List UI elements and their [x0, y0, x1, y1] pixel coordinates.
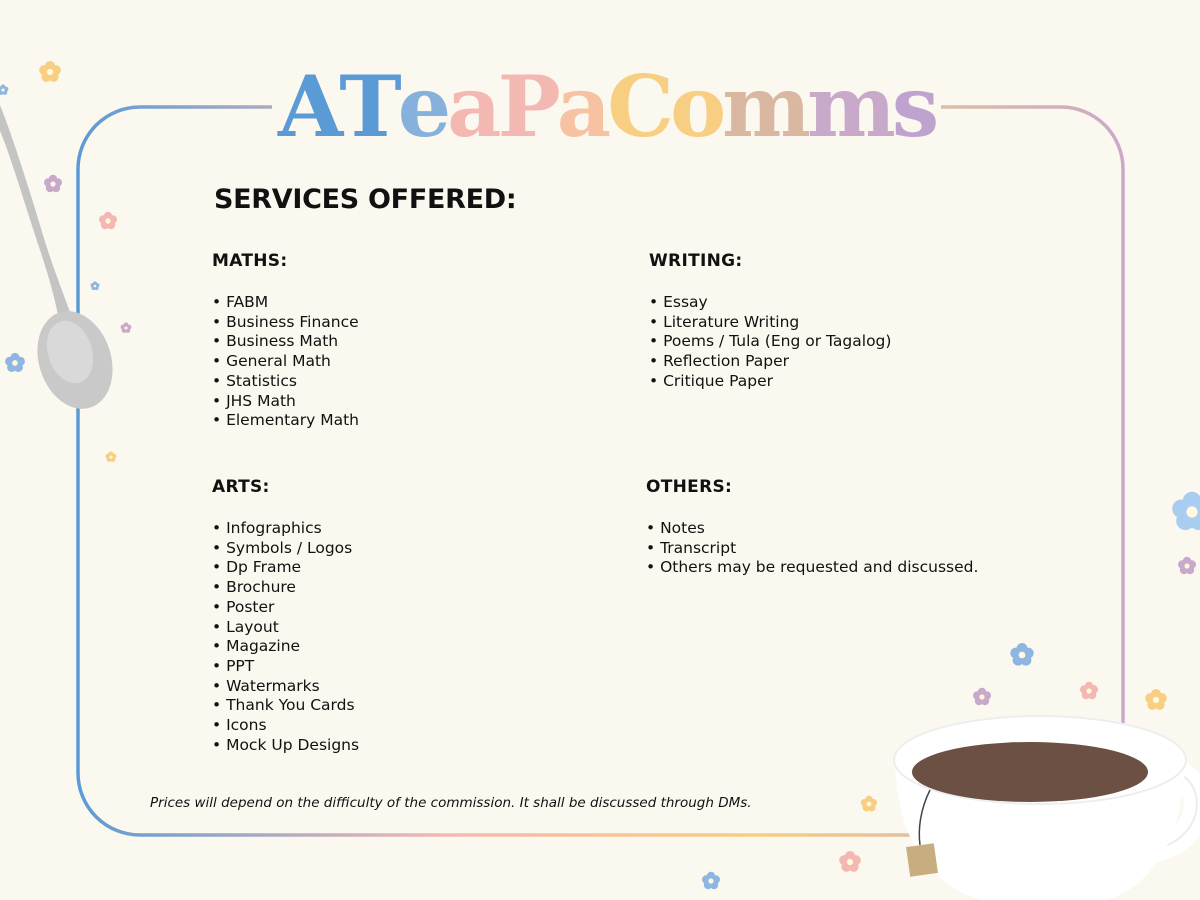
service-list: [646, 519, 978, 578]
title-letter: a: [447, 57, 498, 156]
service-item: • Business Finance: [212, 313, 359, 333]
section-title: MATHS:: [212, 251, 288, 271]
title-letter: C: [607, 57, 671, 156]
service-item: • Symbols / Logos: [212, 539, 359, 559]
service-item: • JHS Math: [212, 392, 359, 412]
service-item: • PPT: [212, 657, 359, 677]
service-item: • Poems / Tula (Eng or Tagalog): [649, 332, 891, 352]
section-others: [646, 477, 978, 578]
service-item: • Critique Paper: [649, 372, 891, 392]
title-letter: P: [497, 57, 557, 156]
service-item: • Others may be requested and discussed.: [646, 558, 978, 578]
service-list: [649, 293, 891, 392]
service-list: [212, 519, 359, 755]
section-title: WRITING:: [649, 251, 743, 271]
service-item: • Icons: [212, 716, 359, 736]
service-item: • Dp Frame: [212, 558, 359, 578]
section-title: ARTS:: [212, 477, 270, 497]
service-item: • Brochure: [212, 578, 359, 598]
section-writing: [649, 251, 891, 392]
service-item: • Reflection Paper: [649, 352, 891, 372]
pricing-note: Prices will depend on the difficulty of the commission. It shall be discussed through DMs.: [150, 795, 752, 811]
title-letter: s: [891, 57, 936, 156]
service-item: • General Math: [212, 352, 359, 372]
title-letter: a: [556, 57, 608, 156]
service-item: • Business Math: [212, 332, 359, 352]
service-item: • Transcript: [646, 539, 978, 559]
service-item: • Thank You Cards: [212, 696, 359, 716]
title-letter: e: [397, 57, 448, 156]
title-letter: m: [722, 57, 807, 156]
brand-title: [272, 52, 941, 162]
service-item: • FABM: [212, 293, 359, 313]
service-list: [212, 293, 359, 431]
service-item: • Literature Writing: [649, 313, 891, 333]
section-arts: [212, 477, 359, 755]
title-letter: T: [339, 57, 398, 156]
service-item: • Poster: [212, 598, 359, 618]
service-item: • Magazine: [212, 637, 359, 657]
service-item: • Infographics: [212, 519, 359, 539]
service-item: • Elementary Math: [212, 411, 359, 431]
page-heading: SERVICES OFFERED:: [214, 184, 517, 215]
coffee-cup-icon: [894, 716, 1197, 900]
service-item: • Essay: [649, 293, 891, 313]
service-item: • Watermarks: [212, 677, 359, 697]
title-letter: m: [806, 57, 892, 156]
service-item: • Notes: [646, 519, 978, 539]
title-letter: o: [670, 57, 723, 156]
section-maths: [212, 251, 359, 431]
section-title: OTHERS:: [646, 477, 733, 497]
service-item: • Mock Up Designs: [212, 736, 359, 756]
service-item: • Statistics: [212, 372, 359, 392]
service-item: • Layout: [212, 618, 359, 638]
title-letter: A: [278, 57, 340, 156]
